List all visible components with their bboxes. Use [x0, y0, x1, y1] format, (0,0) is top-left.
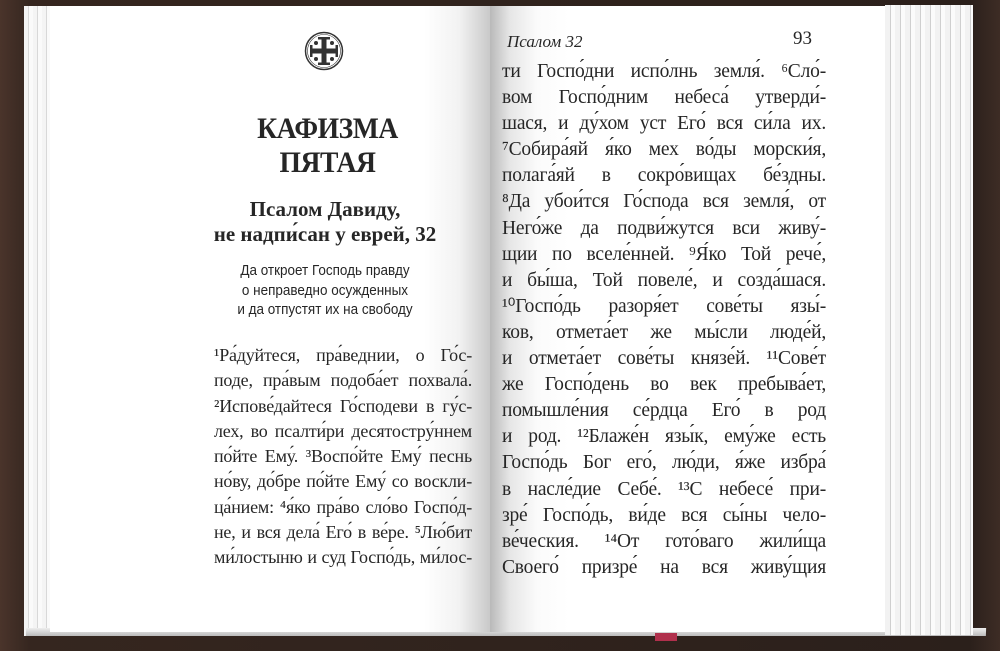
- text-line: вом Госпо́дним небеса́ утверди́-: [502, 87, 826, 109]
- subtitle-line: о неправедно осужденных: [241, 282, 409, 299]
- text-line: ми́лостыню и суд Госпо́дь, ми́лос-: [214, 547, 472, 568]
- text-line: шася, и ду́хом уст Его́ вся си́ла их.: [502, 113, 826, 135]
- text-line: поде, пра́вым подоба́ет похвала́.: [214, 370, 472, 391]
- text-line: ве́ческия. ¹⁴От гото́ваго жили́ща: [502, 530, 826, 552]
- text-line: помышле́ния се́рдца Его́ в род: [502, 400, 826, 422]
- text-line: Госпо́дь Бог его́, лю́ди, я́же избра́: [502, 452, 826, 474]
- text-line: ⁸Да убои́тся Го́спода вся земля́, от: [502, 191, 826, 213]
- text-line: не, и вся дела́ Его́ в ве́ре. ⁵Лю́бит: [214, 522, 472, 543]
- psalm-title-line: не надпи́сан у еврей, 32: [213, 222, 437, 246]
- text-line: в насле́дие Себе́. ¹³С небесе́ при-: [502, 478, 826, 500]
- text-line: лех, во псалти́ри десятостру́ннем: [214, 420, 472, 441]
- text-line: ца́нием: ⁴я́ко пра́во сло́во Госпо́д-: [214, 496, 472, 517]
- text-line: Своего́ призре́ на вся живу́щия: [502, 556, 826, 578]
- kathisma-title: КАФИЗМА ПЯТАЯ: [257, 112, 398, 179]
- subtitle-line: Да откроет Господь правду: [240, 263, 410, 279]
- text-line: Него́же да подви́жутся вси живу́-: [502, 217, 826, 239]
- subtitle-line: и да отпустят их на свободу: [237, 302, 413, 318]
- text-line: полага́яй в сокро́вищах бе́здны.: [502, 165, 826, 187]
- text-line: ти Госпо́дни испо́лнь земля́. ⁶Сло́-: [502, 61, 826, 82]
- text-line: ⁷Собира́яй я́ко мех во́ды морски́я,: [502, 139, 826, 161]
- text-line: щии по вселе́нней. ⁹Я́ко Той рече́,: [502, 243, 826, 265]
- text-line: и род. ¹²Блаже́н язы́к, ему́же есть: [502, 426, 826, 448]
- running-head: Псалом 32: [507, 32, 583, 51]
- right-page-edges: [885, 5, 973, 635]
- text-line: зре́ Госпо́дь, ви́де вся сы́ны чело-: [502, 504, 826, 526]
- psalm-subtitle: [199, 262, 450, 321]
- text-line: но́ву, до́бре по́йте Ему́ со воскли-: [214, 471, 472, 492]
- text-line: ков, отмета́ет же мы́сли люде́й,: [502, 321, 826, 343]
- text-line: и бы́ша, Той повеле́, и созда́шася.: [502, 269, 826, 291]
- cross-in-circle-ornament-icon: [304, 31, 344, 71]
- page-number: 93: [793, 28, 812, 49]
- right-page-body-text: [502, 59, 826, 581]
- left-page-body-text: [214, 343, 472, 571]
- psalm-title: [190, 197, 460, 247]
- text-line: же Госпо́день во век пребыва́ет,: [502, 374, 826, 396]
- text-line: ¹Ра́дуйтеся, пра́веднии, о Го́с-: [214, 345, 472, 365]
- psalm-title-line: Псалом Давиду,: [249, 197, 401, 221]
- text-line: ²Испове́дайтеся Го́сподеви в гу́с-: [214, 395, 472, 416]
- bookmark-ribbon: [655, 633, 677, 641]
- text-line: по́йте Ему́. ³Воспо́йте Ему́ песнь: [214, 446, 472, 467]
- text-line: и отмета́ет сове́ты князе́й. ¹¹Сове́т: [502, 348, 826, 370]
- text-line: ¹⁰Госпо́дь разоря́ет сове́ты язы́-: [502, 295, 826, 317]
